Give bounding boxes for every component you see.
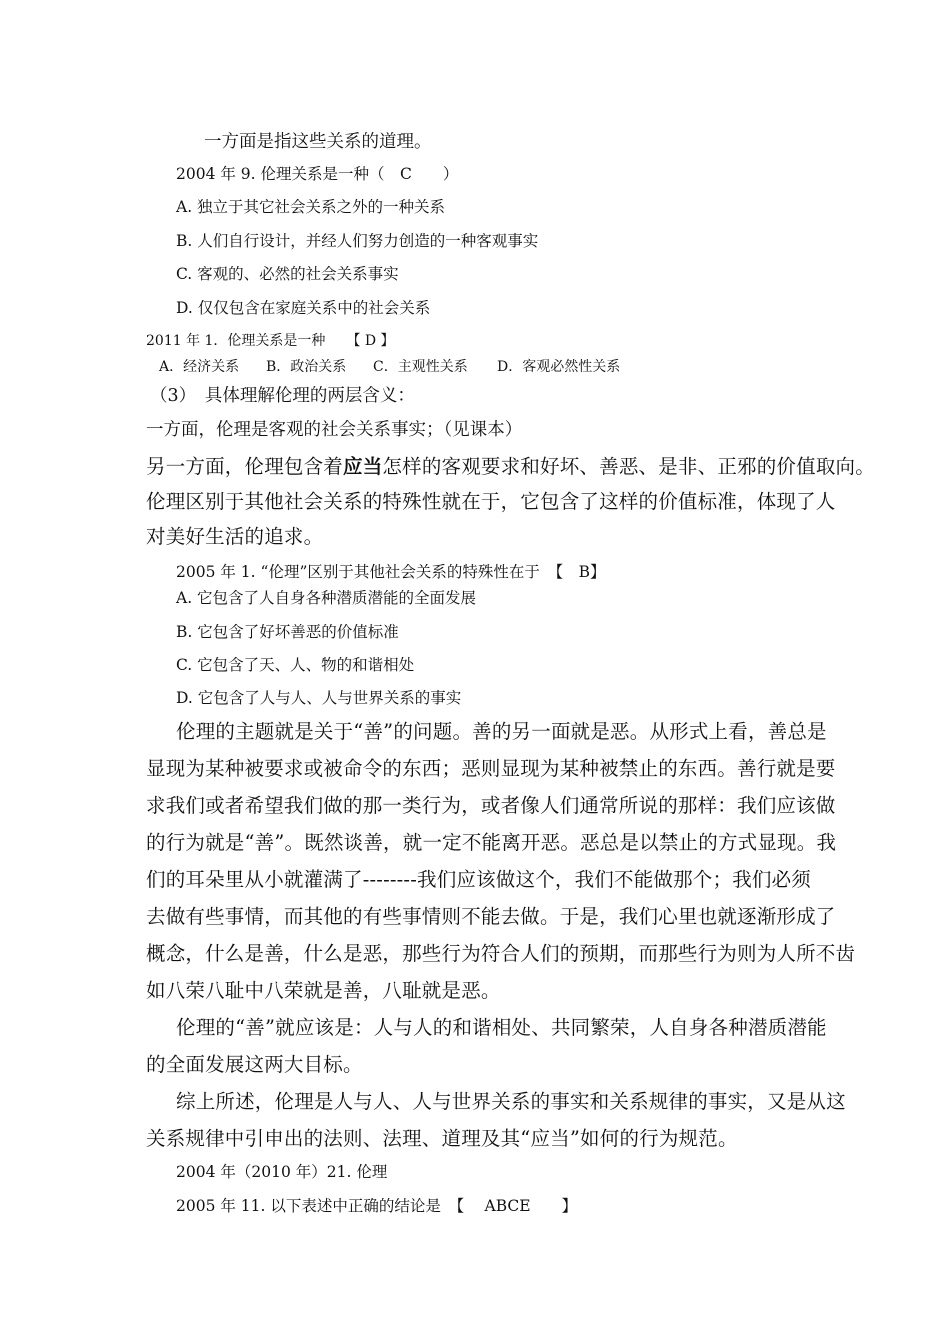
exam-question-2004-9: 2004 年 9. 伦理关系是一种（ C ）	[176, 165, 459, 183]
paragraph-line: 概念，什么是善，什么是恶，那些行为符合人们的预期，而那些行为则为人所不齿	[146, 942, 856, 965]
option-d: D. 仅仅包含在家庭关系中的社会关系	[176, 299, 431, 317]
paragraph-line: 显现为某种被要求或被命令的东西；恶则显现为某种被禁止的东西。善行就是要	[146, 757, 836, 780]
exam-question-2004-21: 2004 年（2010 年）21. 伦理	[176, 1163, 388, 1181]
option-d: D．客观必然性关系	[497, 359, 621, 375]
option-c: C．主观性关系	[373, 359, 468, 375]
option-b: B. 它包含了好坏善恶的价值标准	[176, 623, 399, 641]
section-heading: （3） 具体理解伦理的两层含义：	[150, 386, 415, 406]
option-d: D. 它包含了人与人、人与世界关系的事实	[176, 689, 462, 707]
paragraph-line: 如八荣八耻中八荣就是善，八耻就是恶。	[146, 979, 501, 1002]
option-c: C. 它包含了天、人、物的和谐相处	[176, 656, 415, 674]
text-line: 一方面是指这些关系的道理。	[204, 132, 432, 152]
text-line: 对美好生活的追求。	[146, 525, 324, 548]
paragraph-line: 的全面发展这两大目标。	[146, 1053, 363, 1076]
text-line: 一方面，伦理是客观的社会关系事实；（见课本）	[146, 420, 523, 440]
paragraph-line: 的行为就是“善”。既然谈善，就一定不能离开恶。恶总是以禁止的方式显现。我	[146, 831, 837, 854]
option-b: B. 人们自行设计，并经人们努力创造的一种客观事实	[176, 232, 539, 250]
text-line: 另一方面，伦理包含着应当怎样的客观要求和好坏、善恶、是非、正邪的价值取向。	[146, 455, 875, 478]
option-a: A．经济关系	[159, 359, 240, 375]
exam-question-2005-11: 2005 年 11. 以下表述中正确的结论是 【 ABCE 】	[176, 1197, 578, 1215]
exam-question-2005-1: 2005 年 1. “伦理”区别于其他社会关系的特殊性在于 【 B】	[176, 563, 606, 581]
paragraph-line: 关系规律中引申出的法则、法理、道理及其“应当”如何的行为规范。	[146, 1127, 738, 1150]
option-a: A. 它包含了人自身各种潜质潜能的全面发展	[176, 589, 477, 607]
emphasis-text: 应当	[343, 455, 383, 478]
paragraph-line: 伦理的主题就是关于“善”的问题。善的另一面就是恶。从形式上看，善总是	[176, 720, 827, 743]
paragraph-line: 综上所述，伦理是人与人、人与世界关系的事实和关系规律的事实，又是从这	[176, 1090, 846, 1113]
option-a: A. 独立于其它社会关系之外的一种关系	[176, 198, 446, 216]
options-row	[159, 356, 620, 376]
paragraph-line: 求我们或者希望我们做的那一类行为，或者像人们通常所说的那样：我们应该做	[146, 794, 836, 817]
option-c: C. 客观的、必然的社会关系事实	[176, 265, 399, 283]
exam-question-2011-1: 2011 年 1．伦理关系是一种 【 D 】	[146, 333, 395, 349]
text-line: 伦理区别于其他社会关系的特殊性就在于，它包含了这样的价值标准，体现了人	[146, 490, 836, 513]
paragraph-line: 们的耳朵里从小就灌满了--------我们应该做这个，我们不能做那个；我们必须	[146, 868, 812, 891]
paragraph-line: 伦理的“善”就应该是：人与人的和谐相处、共同繁荣，人自身各种潜质潜能	[176, 1016, 827, 1039]
paragraph-line: 去做有些事情，而其他的有些事情则不能去做。于是，我们心里也就逐渐形成了	[146, 905, 836, 928]
option-b: B．政治关系	[266, 359, 347, 375]
